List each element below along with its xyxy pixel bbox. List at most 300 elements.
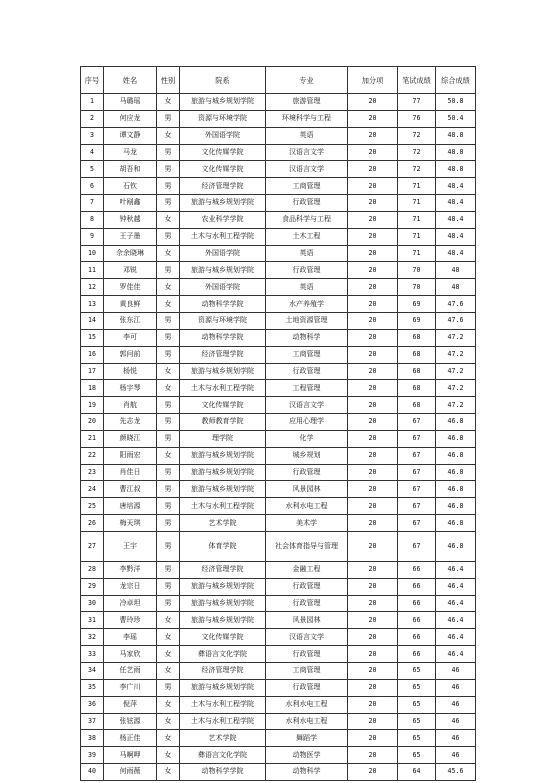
written-score-cell: 70 [398, 262, 436, 279]
bonus-cell: 20 [348, 245, 398, 262]
major-cell: 行政管理 [266, 464, 348, 481]
major-cell: 环境科学与工程 [266, 110, 348, 127]
bonus-cell: 20 [348, 329, 398, 346]
row-index-cell: 32 [81, 629, 104, 646]
row-index-cell: 25 [81, 498, 104, 515]
written-score-cell: 66 [398, 629, 436, 646]
header-cell-major: 专业 [266, 67, 348, 94]
written-score-cell: 67 [398, 498, 436, 515]
name-cell: 谭文静 [104, 127, 157, 144]
gender-cell: 男 [157, 161, 180, 178]
major-cell: 行政管理 [266, 578, 348, 595]
college-cell: 经济管理学院 [180, 561, 266, 578]
table-row [81, 94, 476, 111]
row-index-cell: 33 [81, 646, 104, 663]
row-index-cell: 12 [81, 279, 104, 296]
major-cell: 工商管理 [266, 663, 348, 680]
major-cell: 土木工程 [266, 228, 348, 245]
table-row [81, 515, 476, 532]
college-cell: 土木与水利工程学院 [180, 498, 266, 515]
gender-cell: 女 [157, 211, 180, 228]
total-score-cell: 48.4 [436, 211, 476, 228]
table-row [81, 262, 476, 279]
bonus-cell: 20 [348, 161, 398, 178]
bonus-cell: 20 [348, 498, 398, 515]
row-index-cell: 7 [81, 195, 104, 212]
gender-cell: 男 [157, 464, 180, 481]
college-cell: 旅游与城乡规划学院 [180, 94, 266, 111]
total-score-cell: 46.8 [436, 531, 476, 561]
name-cell: 倪萍 [104, 696, 157, 713]
written-score-cell: 68 [398, 329, 436, 346]
major-cell: 工商管理 [266, 178, 348, 195]
written-score-cell: 66 [398, 612, 436, 629]
gender-cell: 男 [157, 595, 180, 612]
written-score-cell: 68 [398, 397, 436, 414]
bonus-cell: 20 [348, 127, 398, 144]
gender-cell: 男 [157, 397, 180, 414]
row-index-cell: 17 [81, 363, 104, 380]
written-score-cell: 67 [398, 515, 436, 532]
gender-cell: 女 [157, 245, 180, 262]
total-score-cell: 47.2 [436, 380, 476, 397]
bonus-cell: 20 [348, 747, 398, 764]
major-cell: 动物医学 [266, 747, 348, 764]
table-row [81, 161, 476, 178]
major-cell: 风景园林 [266, 612, 348, 629]
gender-cell: 男 [157, 110, 180, 127]
total-score-cell: 46.4 [436, 629, 476, 646]
total-score-cell: 47.2 [436, 363, 476, 380]
header-cell-written-score: 笔试成绩 [398, 67, 436, 94]
total-score-cell: 46.8 [436, 430, 476, 447]
table-row [81, 629, 476, 646]
total-score-cell: 46 [436, 663, 476, 680]
total-score-cell: 46 [436, 696, 476, 713]
header-cell-name: 姓名 [104, 67, 157, 94]
table-row [81, 245, 476, 262]
name-cell: 梅天琪 [104, 515, 157, 532]
total-score-cell: 48.8 [436, 127, 476, 144]
name-cell: 曹玲珍 [104, 612, 157, 629]
name-cell: 任艺雨 [104, 663, 157, 680]
college-cell: 旅游与城乡规划学院 [180, 262, 266, 279]
bonus-cell: 20 [348, 679, 398, 696]
gender-cell: 男 [157, 346, 180, 363]
table-row [81, 578, 476, 595]
total-score-cell: 48.4 [436, 228, 476, 245]
table-row [81, 679, 476, 696]
row-index-cell: 5 [81, 161, 104, 178]
bonus-cell: 20 [348, 279, 398, 296]
row-index-cell: 21 [81, 430, 104, 447]
row-index-cell: 35 [81, 679, 104, 696]
bonus-cell: 20 [348, 346, 398, 363]
gender-cell: 女 [157, 447, 180, 464]
major-cell: 金融工程 [266, 561, 348, 578]
gender-cell: 男 [157, 312, 180, 329]
gender-cell: 女 [157, 629, 180, 646]
table-row [81, 498, 476, 515]
total-score-cell: 46.4 [436, 561, 476, 578]
major-cell: 工程管理 [266, 380, 348, 397]
gender-cell: 男 [157, 329, 180, 346]
college-cell: 艺术学院 [180, 515, 266, 532]
gender-cell: 女 [157, 612, 180, 629]
row-index-cell: 16 [81, 346, 104, 363]
major-cell: 汉语言文学 [266, 144, 348, 161]
college-cell: 经济管理学院 [180, 178, 266, 195]
header-row [81, 67, 476, 94]
name-cell: 王宇 [104, 531, 157, 561]
table-body [81, 94, 476, 781]
table-row [81, 296, 476, 313]
written-score-cell: 71 [398, 245, 436, 262]
college-cell: 教师教育学院 [180, 414, 266, 431]
major-cell: 水利水电工程 [266, 713, 348, 730]
major-cell: 化学 [266, 430, 348, 447]
major-cell: 行政管理 [266, 646, 348, 663]
written-score-cell: 67 [398, 414, 436, 431]
bonus-cell: 20 [348, 312, 398, 329]
bonus-cell: 20 [348, 464, 398, 481]
name-cell: 李可 [104, 329, 157, 346]
name-cell: 叶剐鑫 [104, 195, 157, 212]
college-cell: 旅游与城乡规划学院 [180, 447, 266, 464]
name-cell: 何雨薇 [104, 764, 157, 781]
major-cell: 水产养殖学 [266, 296, 348, 313]
total-score-cell: 50.4 [436, 110, 476, 127]
total-score-cell: 47.2 [436, 397, 476, 414]
name-cell: 阳雨宏 [104, 447, 157, 464]
college-cell: 动物科学学院 [180, 329, 266, 346]
total-score-cell: 46 [436, 747, 476, 764]
college-cell: 旅游与城乡规划学院 [180, 595, 266, 612]
gender-cell: 男 [157, 195, 180, 212]
written-score-cell: 65 [398, 747, 436, 764]
major-cell: 水利水电工程 [266, 696, 348, 713]
row-index-cell: 3 [81, 127, 104, 144]
major-cell: 社会体育指导与管理 [266, 531, 348, 561]
name-cell: 张铉源 [104, 713, 157, 730]
total-score-cell: 46.4 [436, 578, 476, 595]
gender-cell: 女 [157, 713, 180, 730]
name-cell: 马家欣 [104, 646, 157, 663]
name-cell: 杨宇琴 [104, 380, 157, 397]
row-index-cell: 14 [81, 312, 104, 329]
name-cell: 胡吾和 [104, 161, 157, 178]
college-cell: 土木与水利工程学院 [180, 713, 266, 730]
table-row [81, 730, 476, 747]
name-cell: 马龙 [104, 144, 157, 161]
total-score-cell: 48.8 [436, 144, 476, 161]
written-score-cell: 65 [398, 730, 436, 747]
college-cell: 旅游与城乡规划学院 [180, 464, 266, 481]
written-score-cell: 65 [398, 663, 436, 680]
major-cell: 英语 [266, 127, 348, 144]
bonus-cell: 20 [348, 296, 398, 313]
bonus-cell: 20 [348, 730, 398, 747]
bonus-cell: 20 [348, 447, 398, 464]
college-cell: 旅游与城乡规划学院 [180, 481, 266, 498]
name-cell: 张东江 [104, 312, 157, 329]
name-cell: 肖佳日 [104, 464, 157, 481]
major-cell: 土地资源管理 [266, 312, 348, 329]
name-cell: 杨悦 [104, 363, 157, 380]
row-index-cell: 31 [81, 612, 104, 629]
total-score-cell: 47.6 [436, 296, 476, 313]
gender-cell: 男 [157, 578, 180, 595]
written-score-cell: 77 [398, 94, 436, 111]
college-cell: 资源与环境学院 [180, 312, 266, 329]
total-score-cell: 48.4 [436, 178, 476, 195]
major-cell: 旅游管理 [266, 94, 348, 111]
header-cell-bonus: 加分项 [348, 67, 398, 94]
name-cell: 龙宗日 [104, 578, 157, 595]
bonus-cell: 20 [348, 713, 398, 730]
bonus-cell: 20 [348, 178, 398, 195]
gender-cell: 女 [157, 279, 180, 296]
major-cell: 动物科学 [266, 764, 348, 781]
bonus-cell: 20 [348, 612, 398, 629]
row-index-cell: 39 [81, 747, 104, 764]
bonus-cell: 20 [348, 646, 398, 663]
written-score-cell: 69 [398, 296, 436, 313]
total-score-cell: 46.8 [436, 515, 476, 532]
major-cell: 行政管理 [266, 262, 348, 279]
name-cell: 曹江叔 [104, 481, 157, 498]
gender-cell: 男 [157, 498, 180, 515]
total-score-cell: 48.4 [436, 245, 476, 262]
row-index-cell: 10 [81, 245, 104, 262]
college-cell: 文化传媒学院 [180, 397, 266, 414]
written-score-cell: 71 [398, 228, 436, 245]
name-cell: 邓锐 [104, 262, 157, 279]
name-cell: 黄良鲜 [104, 296, 157, 313]
written-score-cell: 72 [398, 161, 436, 178]
college-cell: 彝语言文化学院 [180, 747, 266, 764]
gender-cell: 男 [157, 531, 180, 561]
bonus-cell: 20 [348, 481, 398, 498]
written-score-cell: 65 [398, 696, 436, 713]
major-cell: 汉语言文学 [266, 161, 348, 178]
row-index-cell: 23 [81, 464, 104, 481]
major-cell: 美术学 [266, 515, 348, 532]
table-row [81, 531, 476, 561]
name-cell: 佘余晓琳 [104, 245, 157, 262]
row-index-cell: 1 [81, 94, 104, 111]
row-index-cell: 29 [81, 578, 104, 595]
college-cell: 文化传媒学院 [180, 161, 266, 178]
gender-cell: 男 [157, 679, 180, 696]
gender-cell: 男 [157, 414, 180, 431]
college-cell: 旅游与城乡规划学院 [180, 363, 266, 380]
total-score-cell: 48 [436, 262, 476, 279]
name-cell: 先志龙 [104, 414, 157, 431]
bonus-cell: 20 [348, 211, 398, 228]
row-index-cell: 27 [81, 531, 104, 561]
bonus-cell: 20 [348, 110, 398, 127]
table-row [81, 663, 476, 680]
gender-cell: 女 [157, 730, 180, 747]
row-index-cell: 30 [81, 595, 104, 612]
college-cell: 土木与水利工程学院 [180, 228, 266, 245]
name-cell: 颜晓江 [104, 430, 157, 447]
bonus-cell: 20 [348, 228, 398, 245]
major-cell: 食品科学与工程 [266, 211, 348, 228]
table-row [81, 211, 476, 228]
total-score-cell: 47.2 [436, 346, 476, 363]
total-score-cell: 47.6 [436, 312, 476, 329]
name-cell: 肖航 [104, 397, 157, 414]
name-cell: 郭问前 [104, 346, 157, 363]
major-cell: 行政管理 [266, 679, 348, 696]
table-row [81, 561, 476, 578]
table-row [81, 195, 476, 212]
row-index-cell: 24 [81, 481, 104, 498]
written-score-cell: 68 [398, 363, 436, 380]
college-cell: 彝语言文化学院 [180, 646, 266, 663]
gender-cell: 女 [157, 663, 180, 680]
table-row [81, 464, 476, 481]
major-cell: 水利水电工程 [266, 498, 348, 515]
gender-cell: 女 [157, 363, 180, 380]
college-cell: 农业科学学院 [180, 211, 266, 228]
written-score-cell: 76 [398, 110, 436, 127]
bonus-cell: 20 [348, 414, 398, 431]
written-score-cell: 64 [398, 764, 436, 781]
major-cell: 行政管理 [266, 195, 348, 212]
bonus-cell: 20 [348, 195, 398, 212]
total-score-cell: 46.8 [436, 498, 476, 515]
total-score-cell: 46.8 [436, 464, 476, 481]
header-cell-gender: 性别 [157, 67, 180, 94]
row-index-cell: 34 [81, 663, 104, 680]
bonus-cell: 20 [348, 595, 398, 612]
row-index-cell: 20 [81, 414, 104, 431]
total-score-cell: 48.8 [436, 161, 476, 178]
gender-cell: 男 [157, 481, 180, 498]
bonus-cell: 20 [348, 696, 398, 713]
gender-cell: 女 [157, 747, 180, 764]
table-row [81, 612, 476, 629]
row-index-cell: 26 [81, 515, 104, 532]
college-cell: 旅游与城乡规划学院 [180, 195, 266, 212]
table-row [81, 764, 476, 781]
table-row [81, 363, 476, 380]
college-cell: 体育学院 [180, 531, 266, 561]
bonus-cell: 20 [348, 262, 398, 279]
table-row [81, 346, 476, 363]
row-index-cell: 8 [81, 211, 104, 228]
bonus-cell: 20 [348, 663, 398, 680]
written-score-cell: 72 [398, 127, 436, 144]
college-cell: 土木与水利工程学院 [180, 380, 266, 397]
header-cell-total-score: 综合成绩 [436, 67, 476, 94]
major-cell: 动物科学 [266, 329, 348, 346]
college-cell: 旅游与城乡规划学院 [180, 578, 266, 595]
gender-cell: 男 [157, 561, 180, 578]
college-cell: 经济管理学院 [180, 663, 266, 680]
gender-cell: 男 [157, 144, 180, 161]
total-score-cell: 46.4 [436, 646, 476, 663]
row-index-cell: 9 [81, 228, 104, 245]
table-row [81, 312, 476, 329]
total-score-cell: 47.2 [436, 329, 476, 346]
college-cell: 旅游与城乡规划学院 [180, 612, 266, 629]
table-row [81, 696, 476, 713]
total-score-cell: 46.4 [436, 612, 476, 629]
bonus-cell: 20 [348, 430, 398, 447]
table-row [81, 127, 476, 144]
table-row [81, 228, 476, 245]
written-score-cell: 71 [398, 211, 436, 228]
written-score-cell: 65 [398, 679, 436, 696]
row-index-cell: 2 [81, 110, 104, 127]
table-row [81, 430, 476, 447]
gender-cell: 女 [157, 764, 180, 781]
bonus-cell: 20 [348, 561, 398, 578]
table-row [81, 144, 476, 161]
gender-cell: 女 [157, 94, 180, 111]
name-cell: 钟秋越 [104, 211, 157, 228]
bonus-cell: 20 [348, 397, 398, 414]
row-index-cell: 11 [81, 262, 104, 279]
table-row [81, 110, 476, 127]
gender-cell: 男 [157, 228, 180, 245]
row-index-cell: 19 [81, 397, 104, 414]
major-cell: 英语 [266, 279, 348, 296]
written-score-cell: 66 [398, 595, 436, 612]
name-cell: 李广川 [104, 679, 157, 696]
college-cell: 外国语学院 [180, 245, 266, 262]
written-score-cell: 70 [398, 279, 436, 296]
written-score-cell: 65 [398, 713, 436, 730]
name-cell: 石钦 [104, 178, 157, 195]
gender-cell: 男 [157, 515, 180, 532]
gender-cell: 女 [157, 696, 180, 713]
bonus-cell: 20 [348, 94, 398, 111]
major-cell: 风景园林 [266, 481, 348, 498]
table-row [81, 481, 476, 498]
major-cell: 行政管理 [266, 595, 348, 612]
major-cell: 行政管理 [266, 363, 348, 380]
written-score-cell: 66 [398, 646, 436, 663]
major-cell: 英语 [266, 245, 348, 262]
total-score-cell: 46 [436, 679, 476, 696]
row-index-cell: 15 [81, 329, 104, 346]
row-index-cell: 38 [81, 730, 104, 747]
name-cell: 李黔洋 [104, 561, 157, 578]
college-cell: 文化传媒学院 [180, 144, 266, 161]
total-score-cell: 46.8 [436, 414, 476, 431]
table-row [81, 380, 476, 397]
bonus-cell: 20 [348, 578, 398, 595]
gender-cell: 女 [157, 296, 180, 313]
major-cell: 城乡规划 [266, 447, 348, 464]
total-score-cell: 46.4 [436, 595, 476, 612]
major-cell: 汉语言文学 [266, 397, 348, 414]
name-cell: 马璐瑶 [104, 94, 157, 111]
table-row [81, 178, 476, 195]
table-row [81, 747, 476, 764]
table-row [81, 279, 476, 296]
row-index-cell: 4 [81, 144, 104, 161]
written-score-cell: 67 [398, 464, 436, 481]
score-table-container [80, 66, 475, 781]
row-index-cell: 36 [81, 696, 104, 713]
table-row [81, 713, 476, 730]
